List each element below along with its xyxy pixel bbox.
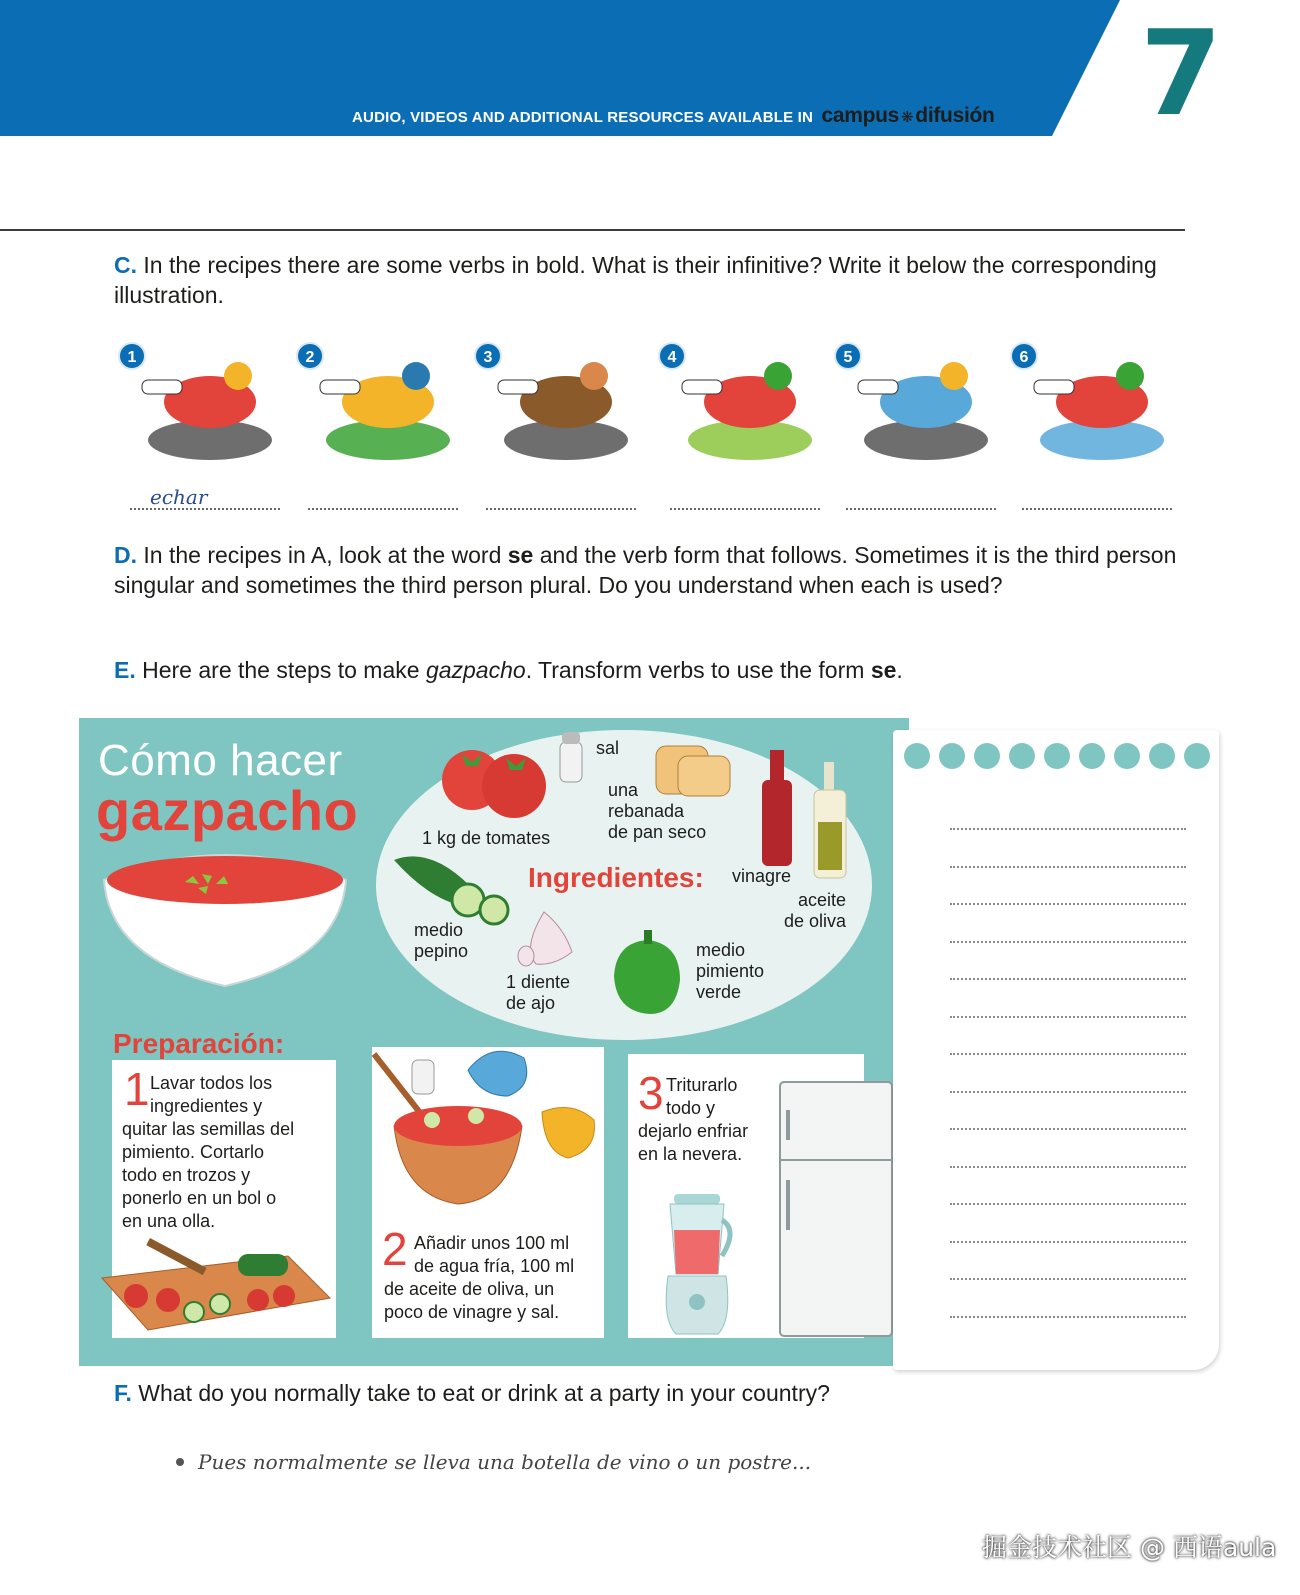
notepad-ring	[1009, 743, 1035, 769]
label-salt: sal	[596, 738, 620, 758]
notepad-writing-line[interactable]	[950, 1053, 1186, 1055]
notepad-writing-line[interactable]	[950, 941, 1186, 943]
task-c-letter: C.	[114, 252, 137, 278]
label-pepper: medio pimiento verde	[696, 940, 765, 1002]
preparation-heading: Preparación:	[113, 1028, 285, 1059]
illustration-5	[836, 340, 1006, 470]
answer-text-1: echar	[150, 485, 208, 509]
fridge-icon	[776, 1080, 896, 1340]
garlic-icon	[514, 908, 580, 968]
vinegar-bottle-icon	[760, 750, 796, 868]
resources-text: AUDIO, VIDEOS AND ADDITIONAL RESOURCES AVAILABLE IN	[352, 109, 814, 126]
task-f	[114, 1378, 1174, 1408]
recipe-title-line1: Cómo hacer	[98, 736, 343, 785]
salad-bowl-icon	[372, 1040, 614, 1220]
answer-line-2[interactable]	[308, 508, 458, 510]
task-e-text-middle: . Transform verbs to use the form	[525, 657, 865, 683]
gazpacho-bowl-icon	[100, 840, 350, 990]
step-3-number: 3	[638, 1067, 664, 1119]
resources-banner[interactable]	[352, 104, 995, 128]
olive-oil-bottle-icon	[812, 762, 848, 880]
watermark: 掘金技术社区 @ 西语aula	[982, 1533, 1277, 1562]
brand-left: campus	[821, 104, 900, 127]
notepad-ring	[939, 743, 965, 769]
label-bread: una rebanada de pan seco	[608, 780, 707, 842]
green-pepper-icon	[610, 930, 686, 1016]
notepad-ring	[1114, 743, 1140, 769]
notepad-ring	[1079, 743, 1105, 769]
task-d-text-after: and the verb form that follows. Sometimes it is the third person singular and sometimes the third person plural. Do you understand when each is used?	[114, 542, 1177, 598]
task-e-text-end: .	[896, 657, 903, 683]
step-2-text: Añadir unos 100 ml de agua fría, 100 ml de aceite de oliva, un poco de vinagre y sal.	[384, 1233, 575, 1322]
notepad-writing-line[interactable]	[950, 1091, 1186, 1093]
illustration-2	[298, 340, 468, 470]
task-d-bold-word: se	[507, 542, 534, 568]
notepad-writing-line[interactable]	[950, 828, 1186, 830]
task-d	[114, 540, 1179, 600]
notepad-writing-line[interactable]	[950, 903, 1186, 905]
notepad-ring	[974, 743, 1000, 769]
notepad-writing-line[interactable]	[950, 866, 1186, 868]
task-e	[114, 655, 1174, 685]
ingredients-heading: Ingredientes:	[528, 862, 704, 893]
answer-line-5[interactable]	[846, 508, 996, 510]
illustration-number-badge: 6	[1010, 342, 1038, 370]
illustration-number-badge: 5	[834, 342, 862, 370]
task-e-letter: E.	[114, 657, 136, 683]
task-d-letter: D.	[114, 542, 137, 568]
recipe-title-line2: gazpacho	[96, 779, 359, 842]
task-c	[114, 250, 1174, 310]
step-2-number: 2	[382, 1223, 408, 1275]
notepad-ring	[904, 743, 930, 769]
notepad-writing-line[interactable]	[950, 1278, 1186, 1280]
notepad-writing-line[interactable]	[950, 1203, 1186, 1205]
notepad-ring	[1149, 743, 1175, 769]
illustration-6	[1012, 340, 1182, 470]
bullet-icon	[176, 1458, 184, 1466]
notepad-writing-line[interactable]	[950, 1016, 1186, 1018]
illustration-number-badge: 1	[118, 342, 146, 370]
label-garlic: 1 diente de ajo	[506, 972, 571, 1013]
illustration-4	[660, 340, 830, 470]
step-1-text: Lavar todos los ingredientes y quitar las semillas del pimiento. Cortarlo todo en trozos y ponerlo en un bol o en una olla.	[122, 1073, 295, 1231]
section-divider	[0, 229, 1185, 231]
cucumber-icon	[390, 846, 514, 926]
notepad-writing-line[interactable]	[950, 1241, 1186, 1243]
notepad-ring	[1184, 743, 1210, 769]
illustration-3	[476, 340, 646, 470]
task-f-text: What do you normally take to eat or drink at a party in your country?	[138, 1380, 830, 1406]
illustration-number-badge: 3	[474, 342, 502, 370]
notepad-writing-line[interactable]	[950, 1316, 1186, 1318]
paw-icon: ❋	[901, 109, 914, 126]
task-d-text-before: In the recipes in A, look at the word	[143, 542, 502, 568]
header-band	[0, 0, 1300, 142]
campus-difusion-logo[interactable]	[821, 104, 994, 127]
tomatoes-icon	[438, 744, 554, 820]
cutting-board-icon	[98, 1238, 334, 1336]
salt-shaker-icon	[556, 730, 586, 786]
answer-line-6[interactable]	[1022, 508, 1172, 510]
step-3-text: Triturarlo todo y dejarlo enfriar en la nevera.	[638, 1075, 749, 1164]
label-oil: aceite de oliva	[783, 890, 846, 931]
notepad-writing-line[interactable]	[950, 1128, 1186, 1130]
illustration-1	[120, 340, 290, 470]
brand-right: difusión	[915, 104, 995, 127]
label-cucumber: medio pepino	[414, 920, 469, 961]
blender-icon	[660, 1190, 740, 1338]
illustration-number-badge: 2	[296, 342, 324, 370]
illustration-number-badge: 4	[658, 342, 686, 370]
task-f-example: Pues normalmente se lleva una botella de vino o un postre...	[198, 1450, 812, 1474]
notepad-writing-line[interactable]	[950, 1166, 1186, 1168]
notepad-ring	[1044, 743, 1070, 769]
answer-line-3[interactable]	[486, 508, 636, 510]
task-f-letter: F.	[114, 1380, 132, 1406]
step-1-number: 1	[124, 1063, 150, 1115]
task-c-text: In the recipes there are some verbs in bold. What is their infinitive? Write it below the corresponding illustration.	[114, 252, 1157, 308]
task-e-text-before: Here are the steps to make	[142, 657, 420, 683]
notepad[interactable]	[893, 730, 1219, 1370]
label-vinegar: vinagre	[732, 866, 792, 886]
label-tomatoes: 1 kg de tomates	[422, 828, 551, 848]
notepad-writing-line[interactable]	[950, 978, 1186, 980]
answer-line-4[interactable]	[670, 508, 820, 510]
task-e-italic-word: gazpacho	[425, 657, 526, 683]
unit-number: 7	[1140, 4, 1223, 142]
task-e-bold-word: se	[870, 657, 897, 683]
